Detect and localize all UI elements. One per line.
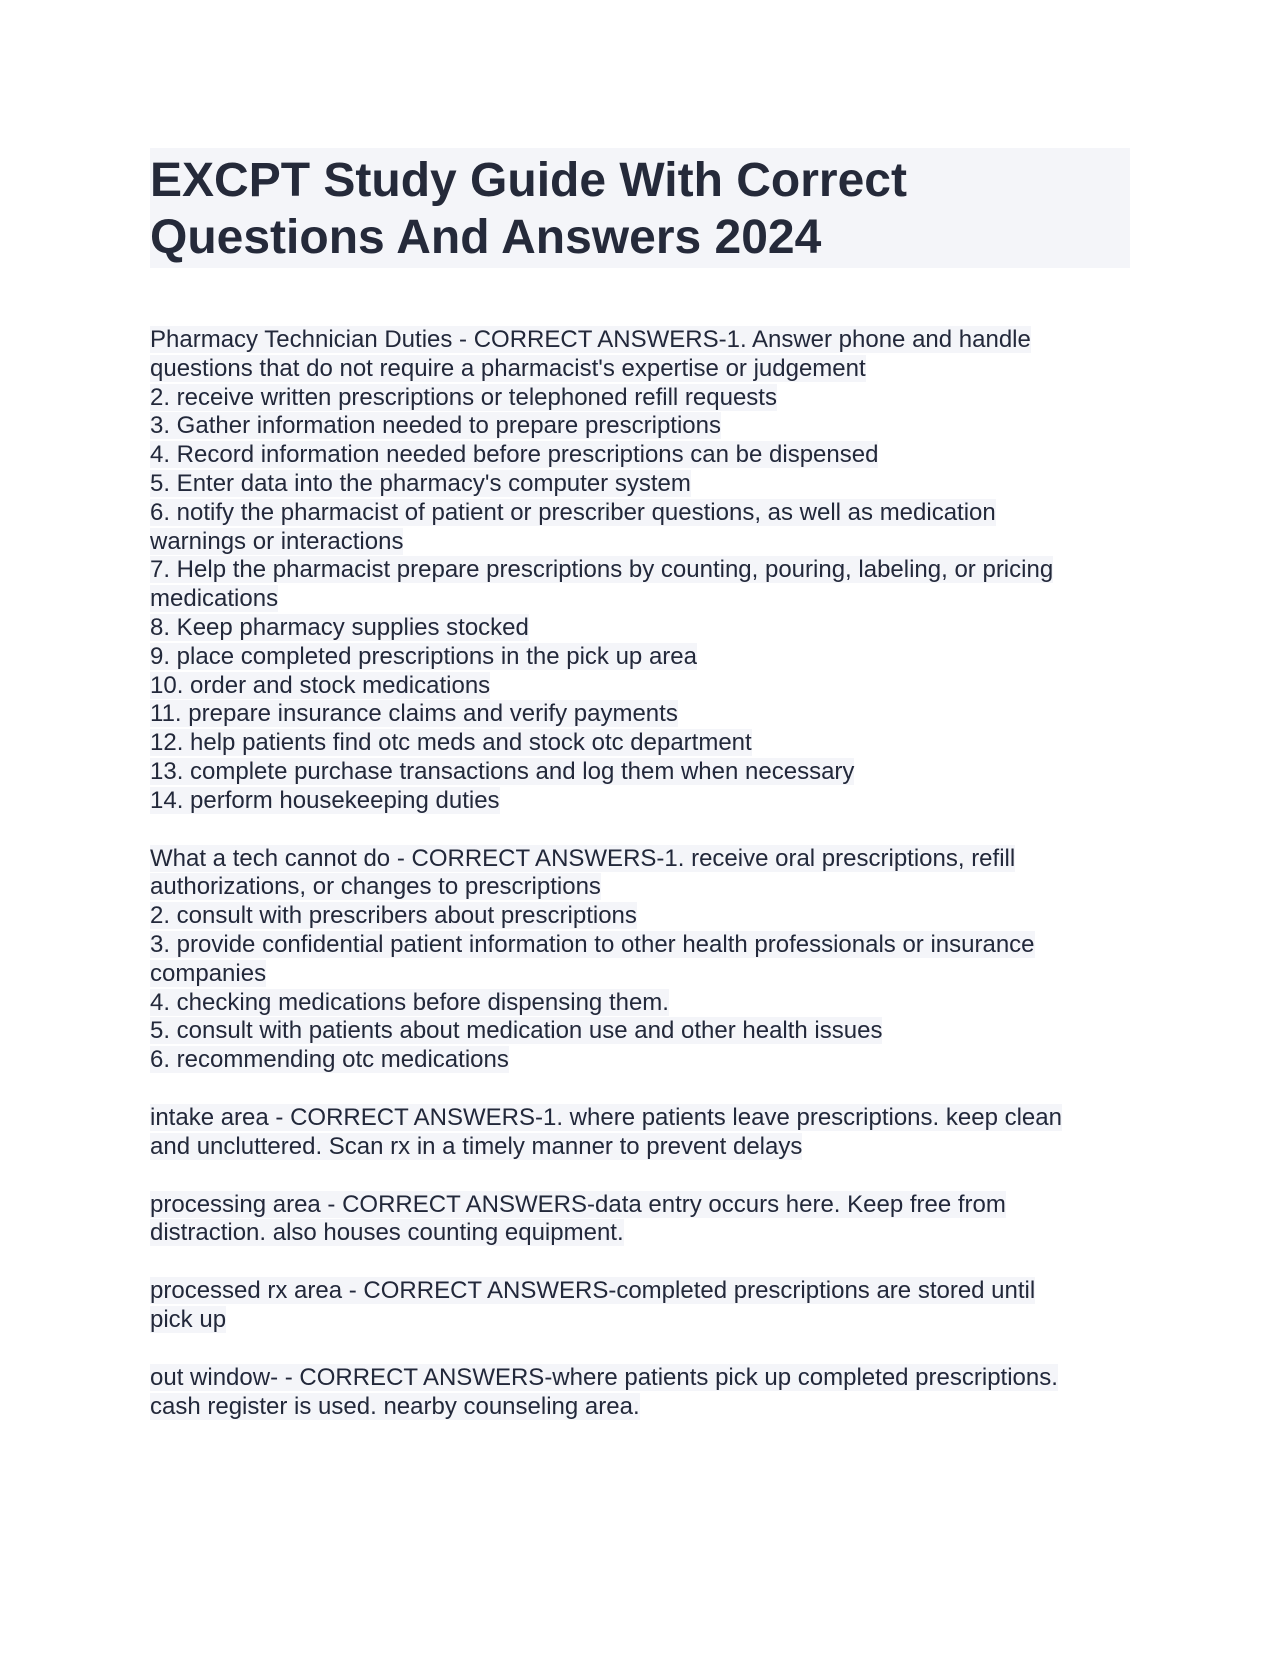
text-line — [150, 614, 1130, 643]
text-line — [150, 326, 1130, 355]
text-line — [150, 700, 1130, 729]
line-text: processing area - CORRECT ANSWERS-data entry occurs here. Keep free from — [150, 1190, 1006, 1218]
text-line — [150, 528, 1130, 557]
line-text: 3. Gather information needed to prepare prescriptions — [150, 412, 721, 440]
text-line — [150, 556, 1130, 585]
text-line — [150, 729, 1130, 758]
qa-section — [150, 1191, 1130, 1249]
text-line — [150, 384, 1130, 413]
line-text: 12. help patients find otc meds and stock otc department — [150, 729, 752, 757]
text-line — [150, 470, 1130, 499]
text-line — [150, 1191, 1130, 1220]
title-line: EXCPT Study Guide With Correct — [150, 154, 907, 207]
text-line — [150, 1219, 1130, 1248]
line-text: 8. Keep pharmacy supplies stocked — [150, 613, 529, 641]
line-text: distraction. also houses counting equipment. — [150, 1219, 624, 1247]
qa-section — [150, 1104, 1130, 1162]
line-text: processed rx area - CORRECT ANSWERS-completed prescriptions are stored until — [150, 1277, 1036, 1305]
qa-section — [150, 845, 1130, 1075]
document-body — [150, 326, 1130, 1421]
line-text: 11. prepare insurance claims and verify payments — [150, 700, 678, 728]
line-text: 7. Help the pharmacist prepare prescriptions by counting, pouring, labeling, or pricing — [150, 556, 1054, 584]
text-line — [150, 355, 1130, 384]
line-text: 14. perform housekeeping duties — [150, 786, 500, 814]
line-text: What a tech cannot do - CORRECT ANSWERS-1. receive oral prescriptions, refill — [150, 844, 1016, 872]
line-text: medications — [150, 585, 279, 613]
line-text: 4. Record information needed before prescriptions can be dispensed — [150, 441, 879, 469]
line-text: out window- - CORRECT ANSWERS-where patients pick up completed prescriptions. — [150, 1363, 1058, 1391]
line-text: pick up — [150, 1305, 227, 1333]
line-text: 3. provide confidential patient information to other health professionals or insurance — [150, 930, 1035, 958]
qa-section — [150, 326, 1130, 816]
text-line — [150, 787, 1130, 816]
line-text: and uncluttered. Scan rx in a timely manner to prevent delays — [150, 1132, 803, 1160]
text-line — [150, 441, 1130, 470]
line-text: 10. order and stock medications — [150, 671, 491, 699]
document-page — [150, 148, 1130, 1450]
text-line — [150, 960, 1130, 989]
line-text: intake area - CORRECT ANSWERS-1. where patients leave prescriptions. keep clean — [150, 1103, 1062, 1131]
text-line — [150, 1133, 1130, 1162]
text-line — [150, 499, 1130, 528]
line-text: 4. checking medications before dispensing them. — [150, 988, 669, 1016]
text-line — [150, 902, 1130, 931]
text-line — [150, 1046, 1130, 1075]
line-text: warnings or interactions — [150, 527, 404, 555]
text-line — [150, 1104, 1130, 1133]
line-text: cash register is used. nearby counseling area. — [150, 1392, 640, 1420]
qa-section — [150, 1364, 1130, 1422]
line-text: Pharmacy Technician Duties - CORRECT ANSWERS-1. Answer phone and handle — [150, 326, 1031, 353]
line-text: 2. consult with prescribers about prescriptions — [150, 902, 637, 930]
text-line — [150, 585, 1130, 614]
line-text: 6. recommending otc medications — [150, 1046, 509, 1074]
text-line — [150, 931, 1130, 960]
line-text: 6. notify the pharmacist of patient or prescriber questions, as well as medication — [150, 498, 996, 526]
text-line — [150, 758, 1130, 787]
qa-section — [150, 1277, 1130, 1335]
text-line — [150, 989, 1130, 1018]
text-line — [150, 1364, 1130, 1393]
text-line — [150, 643, 1130, 672]
line-text: 9. place completed prescriptions in the pick up area — [150, 642, 697, 670]
line-text: 13. complete purchase transactions and log them when necessary — [150, 757, 855, 785]
text-line — [150, 1393, 1130, 1422]
line-text: 5. Enter data into the pharmacy's computer system — [150, 469, 691, 497]
text-line — [150, 1277, 1130, 1306]
line-text: 2. receive written prescriptions or telephoned refill requests — [150, 383, 777, 411]
text-line — [150, 412, 1130, 441]
document-title — [150, 148, 1130, 268]
text-line — [150, 672, 1130, 701]
text-line — [150, 1306, 1130, 1335]
line-text: questions that do not require a pharmacist's expertise or judgement — [150, 354, 866, 382]
title-line: Questions And Answers 2024 — [150, 211, 822, 264]
text-line — [150, 873, 1130, 902]
text-line — [150, 845, 1130, 874]
line-text: authorizations, or changes to prescriptions — [150, 873, 601, 901]
line-text: companies — [150, 959, 267, 987]
text-line — [150, 1017, 1130, 1046]
line-text: 5. consult with patients about medication use and other health issues — [150, 1017, 883, 1045]
